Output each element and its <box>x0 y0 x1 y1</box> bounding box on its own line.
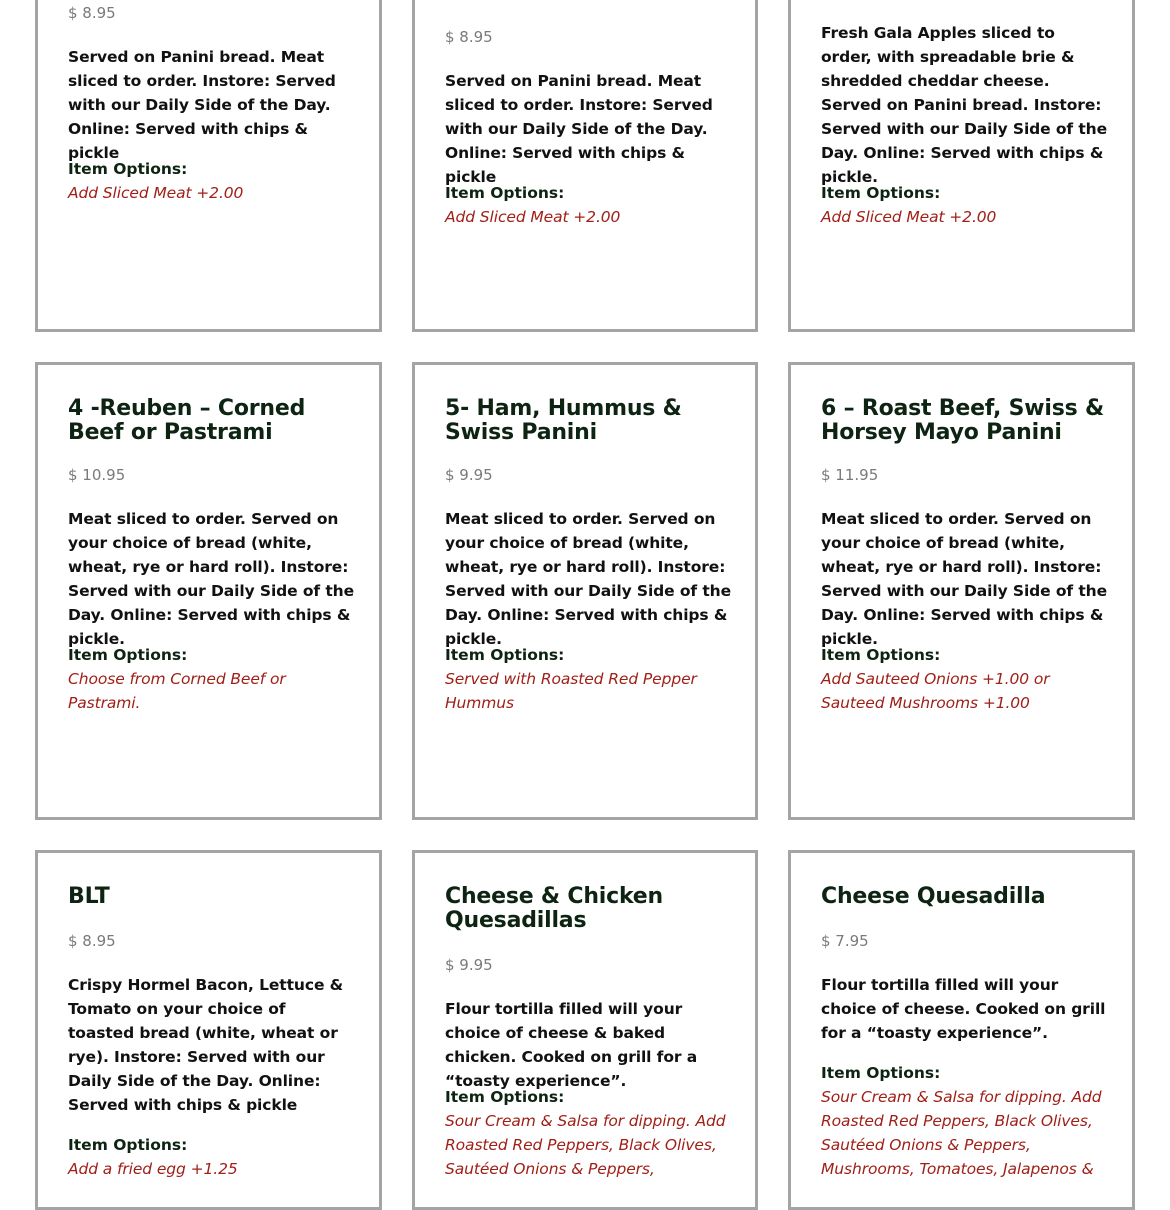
item-options-label: Item Options: <box>821 184 941 202</box>
menu-card-7 <box>35 850 382 1210</box>
item-price: $ 7.95 <box>821 932 869 950</box>
item-options-label: Item Options: <box>68 160 188 178</box>
menu-card-2 <box>412 0 758 332</box>
item-options-value: Add Sliced Meat +2.00 <box>821 208 997 226</box>
menu-card-1 <box>35 0 382 332</box>
item-price: $ 8.95 <box>68 932 116 950</box>
item-title: 6 – Roast Beef, Swiss & Horsey Mayo Panini <box>821 396 1104 445</box>
item-options-label: Item Options: <box>68 1136 188 1154</box>
item-options-value: Add Sliced Meat +2.00 <box>445 208 621 226</box>
item-price: $ 8.95 <box>68 4 116 22</box>
item-options-label: Item Options: <box>445 1088 565 1106</box>
item-description: Meat sliced to order. Served on your choice of bread (white, wheat, rye or hard roll). Instore: Served with our Daily Side of the Day. Online: Served with chips & pickle. <box>68 510 355 648</box>
item-options-value: Served with Roasted Red Pepper Hummus <box>445 670 697 712</box>
item-description: Flour tortilla filled will your choice of cheese. Cooked on grill for a “toasty experience”. <box>821 976 1106 1042</box>
item-title: BLT <box>68 884 110 909</box>
item-description: Fresh Gala Apples sliced to order, with spreadable brie & shredded cheddar cheese. Served on Panini bread. Instore: Served with our Daily Side of the Day. Online: Served with chips & pickle. <box>821 24 1108 186</box>
item-description: Served on Panini bread. Meat sliced to order. Instore: Served with our Daily Side of the Day. Online: Served with chips & pickle <box>68 48 336 162</box>
menu-card-6 <box>788 362 1135 820</box>
item-description: Meat sliced to order. Served on your choice of bread (white, wheat, rye or hard roll). Instore: Served with our Daily Side of the Day. Online: Served with chips & pickle. <box>821 510 1108 648</box>
item-price: $ 9.95 <box>445 956 493 974</box>
item-options-value: Sour Cream & Salsa for dipping. Add Roasted Red Peppers, Black Olives, Sautéed Onions & Peppers, <box>445 1112 726 1178</box>
item-title: 5- Ham, Hummus & Swiss Panini <box>445 396 682 445</box>
item-price: $ 11.95 <box>821 466 879 484</box>
item-title: Cheese Quesadilla <box>821 884 1046 909</box>
menu-card-4 <box>35 362 382 820</box>
item-options-value: Choose from Corned Beef or Pastrami. <box>68 670 286 712</box>
item-description: Meat sliced to order. Served on your choice of bread (white, wheat, rye or hard roll). Instore: Served with our Daily Side of the Day. Online: Served with chips & pickle. <box>445 510 732 648</box>
item-title: 4 -Reuben – Corned Beef or Pastrami <box>68 396 306 445</box>
item-description: Flour tortilla filled will your choice of cheese & baked chicken. Cooked on grill for a “toasty experience”. <box>445 1000 698 1090</box>
item-options-label: Item Options: <box>821 1064 941 1082</box>
item-options-label: Item Options: <box>821 646 941 664</box>
item-description: Served on Panini bread. Meat sliced to order. Instore: Served with our Daily Side of the Day. Online: Served with chips & pickle <box>445 72 713 186</box>
item-options-value: Add a fried egg +1.25 <box>68 1160 238 1178</box>
item-options-label: Item Options: <box>445 184 565 202</box>
item-price: $ 8.95 <box>445 28 493 46</box>
item-description: Crispy Hormel Bacon, Lettuce & Tomato on your choice of toasted bread (white, wheat or rye). Instore: Served with our Daily Side of the Day. Online: Served with chips & pickle <box>68 976 344 1114</box>
item-options-value: Add Sauteed Onions +1.00 or Sauteed Mushrooms +1.00 <box>821 670 1050 712</box>
item-options-value: Add Sliced Meat +2.00 <box>68 184 244 202</box>
item-price: $ 9.95 <box>445 466 493 484</box>
menu-card-3 <box>788 0 1135 332</box>
menu-card-5 <box>412 362 758 820</box>
item-options-value: Sour Cream & Salsa for dipping. Add Roasted Red Peppers, Black Olives, Sautéed Onions & Peppers, Mushrooms, Tomatoes, Jalapenos & <box>821 1088 1102 1178</box>
item-title: Cheese & Chicken Quesadillas <box>445 884 663 933</box>
item-options-label: Item Options: <box>445 646 565 664</box>
menu-card-8 <box>412 850 758 1210</box>
item-price: $ 10.95 <box>68 466 126 484</box>
item-options-label: Item Options: <box>68 646 188 664</box>
menu-card-9 <box>788 850 1135 1210</box>
